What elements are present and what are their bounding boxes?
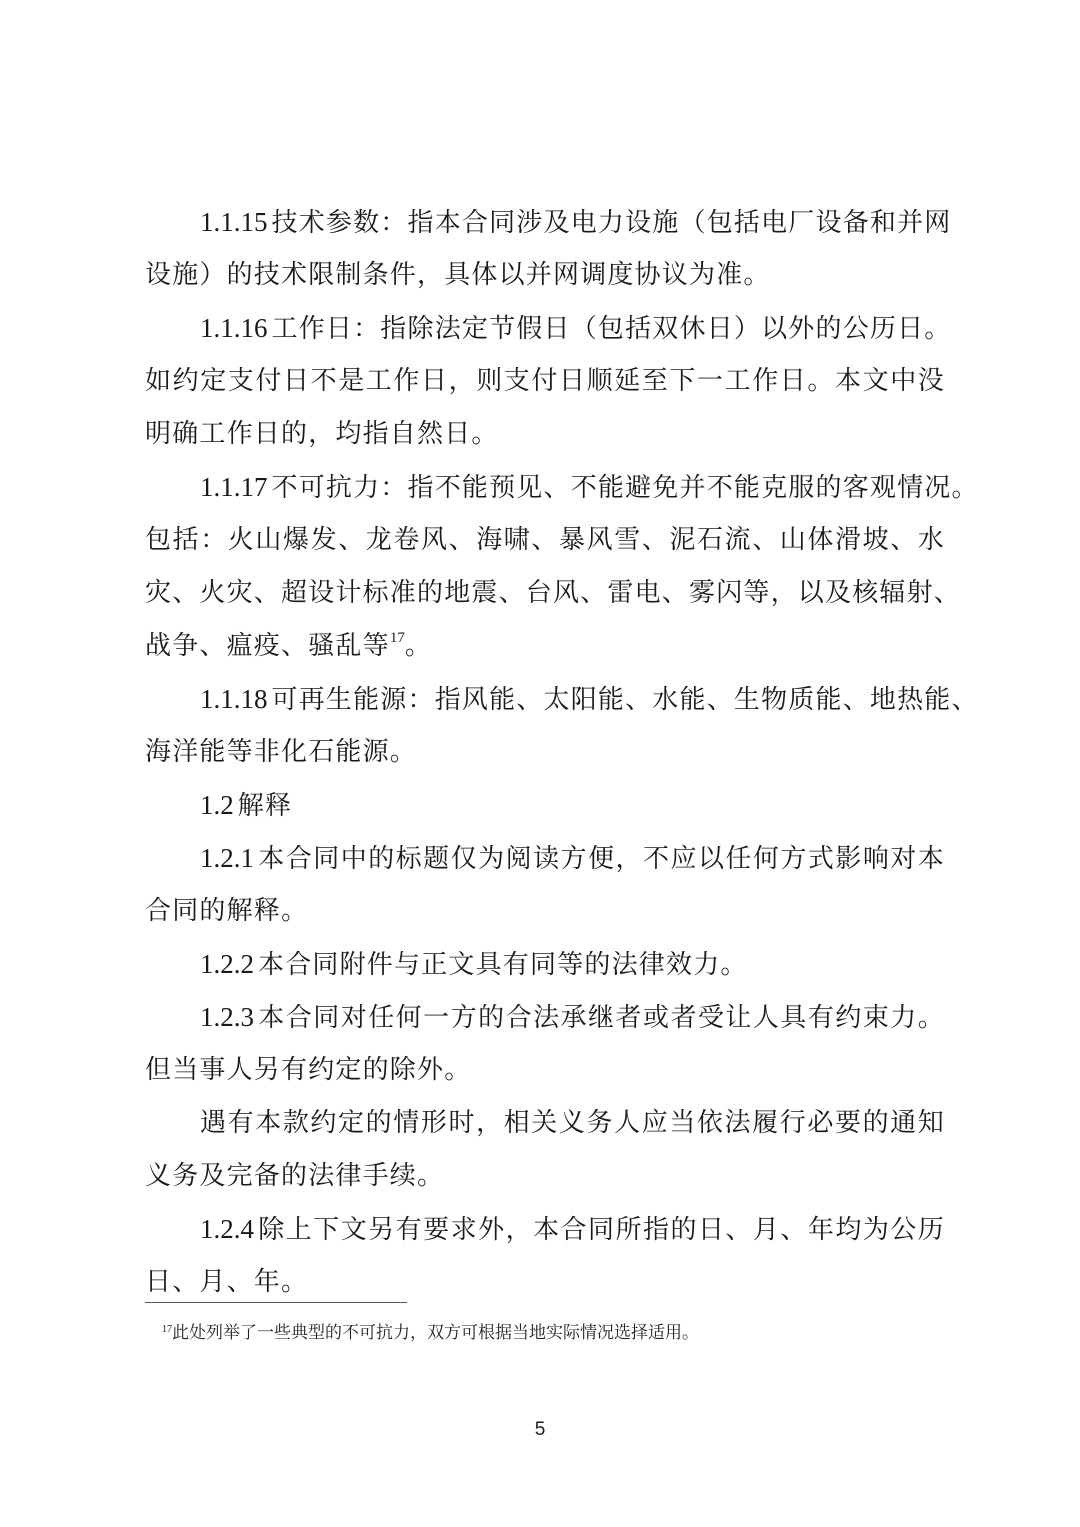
clause-number: 1.1.17 [200, 472, 268, 502]
paragraph-1-2-4-line-2: 日、月、年。 [145, 1267, 309, 1297]
paragraph-1-1-17-line-4 [145, 620, 945, 673]
section-title: 解释 [237, 791, 293, 821]
paragraph-1-2-3-note-line-1: 遇有本款约定的情形时，相关义务人应当依法履行必要的通知 [200, 1108, 945, 1138]
clause-number: 1.2.4 [200, 1214, 254, 1244]
clause-text: 技术参数：指本合同涉及电力设施（包括电厂设备和并网 [271, 208, 952, 238]
paragraph-1-2-3-line-1 [145, 991, 945, 1044]
clause-number: 1.1.16 [200, 313, 268, 343]
paragraph-1-2-2-line-1 [145, 938, 945, 991]
footnote-text: 此处列举了一些典型的不可抗力，双方可根据当地实际情况选择适用。 [172, 1323, 699, 1343]
paragraph-1-2-4-line-1 [145, 1203, 945, 1256]
paragraph-1-2-1-line-2: 合同的解释。 [145, 896, 309, 926]
footnote [162, 1321, 699, 1345]
footnote-reference[interactable]: 17 [389, 630, 405, 646]
clause-text: 工作日：指除法定节假日（包括双休日）以外的公历日。 [271, 314, 952, 344]
clause-number: 1.1.15 [200, 207, 268, 237]
clause-text: 可再生能源：指风能、太阳能、水能、生物质能、地热能、 [271, 685, 979, 715]
section-number: 1.2 [200, 790, 234, 820]
paragraph-1-1-17-line-1 [145, 461, 979, 514]
page-number: 5 [534, 1419, 546, 1440]
paragraph-1-2-3-note-line-2: 义务及完备的法律手续。 [145, 1161, 445, 1191]
paragraph-1-1-17-line-3: 灾、火灾、超设计标准的地震、台风、雷电、雾闪等，以及核辐射、 [145, 578, 962, 608]
clause-text: 本合同附件与正文具有同等的法律效力。 [258, 950, 748, 980]
clause-number: 1.2.3 [200, 1002, 254, 1032]
paragraph-1-1-16-line-1 [145, 302, 952, 355]
clause-text: 战争、瘟疫、骚乱等 [145, 631, 390, 661]
clause-number: 1.2.2 [200, 949, 254, 979]
paragraph-1-1-15-line-1 [145, 196, 952, 249]
paragraph-1-2-3-line-2: 但当事人另有约定的除外。 [145, 1055, 472, 1085]
clause-number: 1.2.1 [200, 843, 254, 873]
paragraph-1-1-17-line-2: 包括：火山爆发、龙卷风、海啸、暴风雪、泥石流、山体滑坡、水 [145, 525, 945, 555]
clause-text: 不可抗力：指不能预见、不能避免并不能克服的客观情况。 [271, 473, 979, 503]
clause-text: 除上下文另有要求外，本合同所指的日、月、年均为公历 [258, 1215, 945, 1245]
footnote-separator [145, 1302, 407, 1303]
clause-text: 本合同对任何一方的合法承继者或者受让人具有约束力。 [258, 1003, 945, 1033]
paragraph-1-1-18-line-2: 海洋能等非化石能源。 [145, 737, 418, 767]
paragraph-1-1-18-line-1 [145, 673, 979, 726]
section-heading-1-2 [145, 779, 945, 832]
paragraph-1-1-16-line-3: 明确工作日的，均指自然日。 [145, 419, 499, 449]
paragraph-1-1-15-line-2: 设施）的技术限制条件，具体以并网调度协议为准。 [145, 260, 771, 290]
clause-number: 1.1.18 [200, 684, 268, 714]
clause-text: 本合同中的标题仅为阅读方便，不应以任何方式影响对本 [258, 844, 945, 874]
clause-text-tail: 。 [404, 631, 433, 661]
paragraph-1-1-16-line-2: 如约定支付日不是工作日，则支付日顺延至下一工作日。本文中没 [145, 366, 945, 396]
footnote-marker: 17 [162, 1324, 172, 1335]
paragraph-1-2-1-line-1 [145, 832, 945, 885]
body-text [145, 196, 979, 1309]
